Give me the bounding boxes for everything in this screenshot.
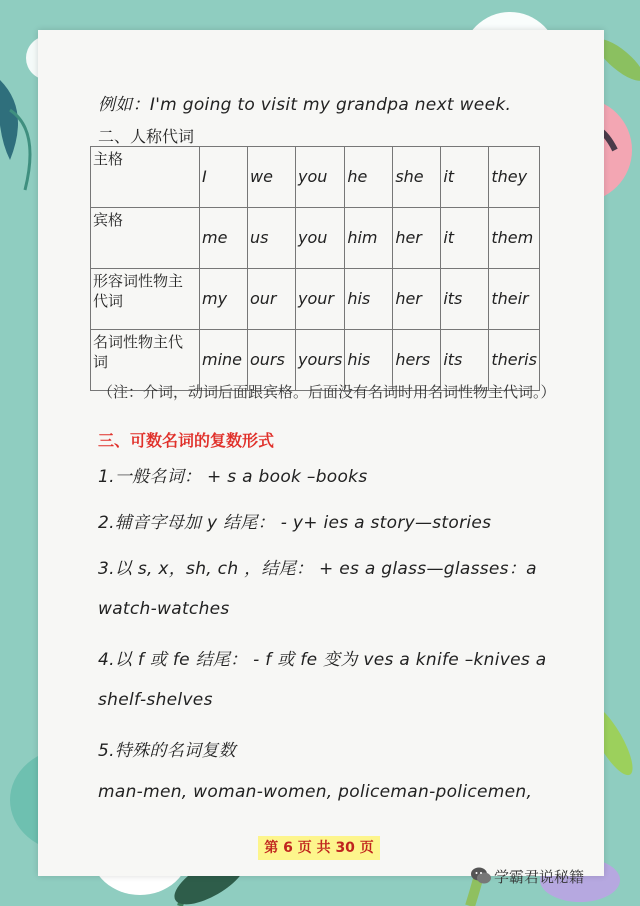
table-cell: he (345, 147, 393, 208)
table-cell: me (200, 208, 248, 269)
rule-line: 4.以 f 或 fe 结尾： - f 或 fe 变为 ves a knife –knives a (98, 650, 547, 670)
table-cell: I (200, 147, 248, 208)
watermark-text: 学霸君说秘籍 (494, 868, 585, 886)
rule-line: 3.以 s, x，sh, ch ，结尾： + es a glass—glasses：a (98, 559, 537, 579)
table-cell: them (489, 208, 540, 269)
rule-line: shelf-shelves (98, 690, 213, 710)
note-text: （注：介词，动词后面跟宾格。后面没有名词时用名词性物主代词。） (98, 383, 556, 401)
table-row (91, 269, 540, 330)
wechat-icon (470, 866, 492, 886)
table-cell: him (345, 208, 393, 269)
table-cell: his (345, 330, 393, 391)
table-cell: our (248, 269, 296, 330)
table-cell: its (441, 330, 489, 391)
rule-line: 5.特殊的名词复数 (98, 741, 236, 761)
table-cell: mine (200, 330, 248, 391)
table-row (91, 147, 540, 208)
table-cell: ours (248, 330, 296, 391)
row-header: 宾格 (91, 208, 200, 269)
table-cell: you (296, 208, 345, 269)
table-cell: it (441, 147, 489, 208)
row-header: 主格 (91, 147, 200, 208)
table-cell: their (489, 269, 540, 330)
section2-title: 二、人称代词 (98, 127, 195, 146)
rule-line: 1.一般名词： + s a book –books (98, 467, 368, 487)
rule-line: 2.辅音字母加 y 结尾： - y+ ies a story—stories (98, 513, 492, 533)
table-cell: they (489, 147, 540, 208)
table-row (91, 208, 540, 269)
table-cell: it (441, 208, 489, 269)
row-header: 形容词性物主代词 (91, 269, 200, 330)
pronoun-table (90, 146, 540, 391)
rule-line: watch-watches (98, 599, 230, 619)
table-cell: its (441, 269, 489, 330)
table-cell: her (393, 208, 441, 269)
example-sentence: 例如：I'm going to visit my grandpa next week. (98, 95, 512, 115)
table-cell: us (248, 208, 296, 269)
page-number: 第 6 页 共 30 页 (258, 836, 380, 860)
table-cell: my (200, 269, 248, 330)
table-cell: theris (489, 330, 540, 391)
table-cell: hers (393, 330, 441, 391)
table-cell: your (296, 269, 345, 330)
table-cell: we (248, 147, 296, 208)
table-cell: you (296, 147, 345, 208)
table-cell: yours (296, 330, 345, 391)
section3-title: 三、可数名词的复数形式 (98, 431, 275, 450)
rule-line: man-men, woman-women, policeman-policemen, (98, 782, 533, 802)
table-cell: his (345, 269, 393, 330)
row-header: 名词性物主代词 (91, 330, 200, 391)
table-cell: her (393, 269, 441, 330)
table-cell: she (393, 147, 441, 208)
